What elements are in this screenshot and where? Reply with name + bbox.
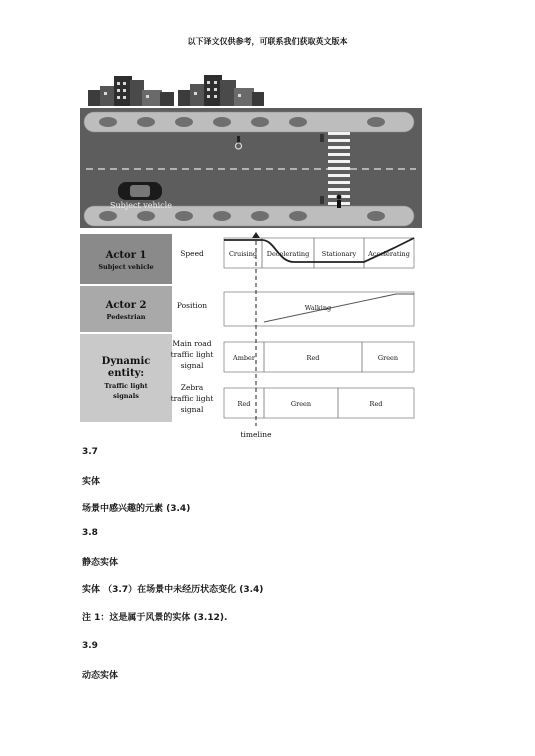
actor2-title: Actor 2 — [105, 300, 147, 311]
traffic-light-top — [320, 134, 324, 142]
buildings-left — [88, 76, 174, 106]
clause-3-7-term: 实体 — [82, 477, 101, 487]
pedestrian-icon — [337, 195, 342, 208]
row-label-zebra-2: traffic light — [170, 394, 214, 403]
speed-phase-decelerating: Decelerating — [266, 250, 310, 258]
subject-vehicle-icon — [118, 182, 162, 200]
page-header: 以下译文仅供参考，可联系我们获取英文版本 — [187, 37, 348, 46]
speed-phase-stationary: Stationary — [321, 250, 357, 258]
main-road-red: Red — [306, 354, 320, 362]
buildings-right — [178, 75, 264, 106]
actor2-subtitle: Pedestrian — [106, 313, 146, 321]
position-curve — [264, 294, 414, 322]
clause-3-8-term: 静态实体 — [82, 558, 119, 568]
row-label-speed: Speed — [180, 249, 204, 258]
zebra-green: Green — [290, 400, 312, 408]
zebra-red-2: Red — [369, 400, 383, 408]
traffic-light-bottom — [320, 196, 324, 204]
clause-3-7-number: 3.7 — [82, 447, 98, 457]
clause-3-8-definition: 实体 （3.7）在场景中未经历状态变化 (3.4) — [82, 585, 264, 595]
main-road-amber: Amber — [233, 354, 255, 362]
row-label-zebra-1: Zebra — [180, 383, 204, 392]
actor1-title: Actor 1 — [105, 250, 147, 261]
row-label-position: Position — [176, 301, 208, 310]
clause-3-8-note: 注 1：这是属于风景的实体 (3.12). — [82, 613, 228, 623]
clause-3-8-number: 3.8 — [82, 528, 98, 538]
clause-3-9-number: 3.9 — [82, 641, 98, 651]
dynamic-subtitle-line2: signals — [113, 392, 139, 400]
row-label-main-road-3: signal — [180, 361, 204, 370]
actor1-subtitle: Subject vehicle — [98, 263, 154, 271]
timeline-label: timeline — [240, 430, 272, 439]
clause-3-7-definition: 场景中感兴趣的元素 (3.4) — [82, 504, 191, 514]
zebra-row — [224, 388, 414, 418]
row-label-main-road-1: Main road — [172, 339, 212, 348]
main-road-green: Green — [377, 354, 399, 362]
scenario-figure — [80, 72, 422, 442]
dynamic-subtitle-line1: Traffic light — [104, 382, 148, 390]
road-scene — [80, 108, 422, 228]
timeline-arrow — [252, 232, 260, 238]
subject-vehicle-label: Subject vehicle — [110, 201, 172, 210]
row-label-main-road-2: traffic light — [170, 350, 214, 359]
position-phase-walking: Walking — [304, 304, 332, 312]
clause-3-9-term: 动态实体 — [82, 671, 119, 681]
zebra-red-1: Red — [237, 400, 251, 408]
dynamic-title-line2: entity: — [107, 368, 145, 379]
speed-phase-accelerating: Accelerating — [368, 250, 410, 258]
row-label-zebra-3: signal — [180, 405, 204, 414]
dynamic-title-line1: Dynamic — [101, 356, 151, 367]
speed-phase-cruising: Cruising — [228, 250, 258, 258]
